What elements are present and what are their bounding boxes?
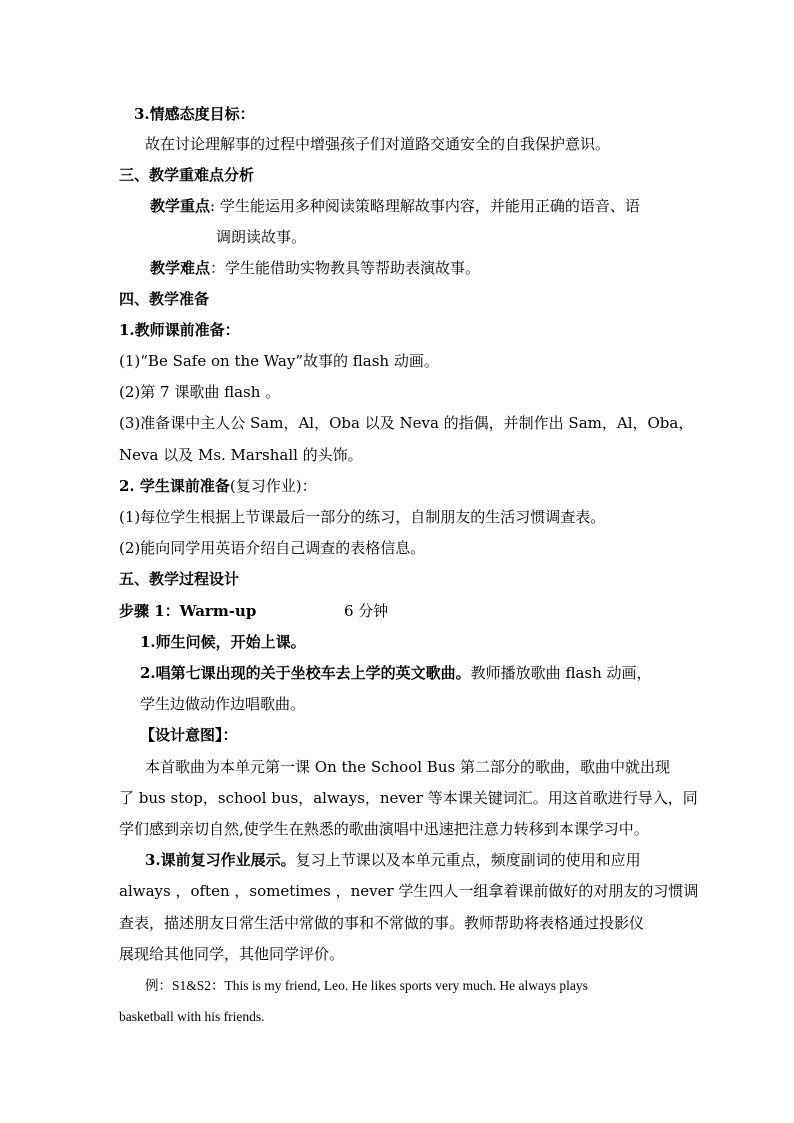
process-item-2	[140, 663, 652, 683]
heading-teaching-process: 五、教学过程设计	[119, 570, 240, 588]
student-prep-item-1: (1)每位学生根据上节课最后一部分的练习，自制朋友的生活习惯调查表。	[119, 508, 606, 526]
student-prep-title-note: (复习作业)：	[229, 477, 317, 495]
student-prep-item-2: (2)能向同学用英语介绍自己调查的表格信息。	[119, 539, 426, 557]
design-intent-line-1: 本首歌曲为本单元第一课 On the School Bus 第二部分的歌曲，歌曲中就出现	[145, 758, 670, 776]
example-line-1: 例：S1&S2：This is my friend, Leo. He likes sports very much. He always plays	[145, 978, 588, 993]
heading-teaching-preparation: 四、教学准备	[119, 290, 210, 308]
process-item-2-text: 教师播放歌曲 flash 动画，	[470, 664, 652, 682]
teacher-prep-item-1: (1)“Be Safe on the Way”故事的 flash 动画。	[119, 352, 439, 370]
design-intent-line-2: 了 bus stop，school bus，always，never 等本课关键词汇。用这首歌进行导入，同	[119, 789, 698, 807]
student-prep-title-label: 2. 学生课前准备	[119, 477, 230, 495]
key-point-text: : 学生能运用多种阅读策略理解故事内容，并能用正确的语音、语	[210, 197, 640, 215]
process-item-3-line-2: always ，often ，sometimes ，never 学生四人一组拿着课前做好的对朋友的习惯调	[119, 882, 699, 900]
design-intent-label: 【设计意图】：	[140, 726, 238, 744]
process-item-1: 1.师生问候，开始上课。	[140, 633, 306, 651]
step-1-time: 6 分钟	[344, 602, 389, 620]
difficult-point-line	[150, 258, 480, 278]
student-prep-title	[119, 476, 317, 496]
heading-key-difficult-points: 三、教学重难点分析	[119, 166, 255, 184]
section-3-emotion-title: 3.情感态度目标：	[134, 105, 255, 123]
difficult-point-label: 教学难点	[150, 259, 211, 277]
key-point-label: 教学重点	[150, 197, 211, 215]
teacher-prep-item-3-cont: Neva 以及 Ms. Marshall 的头饰。	[119, 446, 363, 464]
process-item-3	[145, 850, 641, 870]
key-point-line	[150, 196, 640, 216]
teacher-prep-item-2: (2)第 7 课歌曲 flash 。	[119, 383, 281, 401]
process-item-2-cont: 学生边做动作边唱歌曲。	[140, 695, 306, 713]
step-1-label: 步骤 1：Warm-up	[119, 602, 257, 620]
teacher-prep-title: 1.教师课前准备：	[119, 321, 240, 339]
difficult-point-text: ：学生能借助实物教具等帮助表演故事。	[210, 259, 481, 277]
section-3-emotion-body: 故在讨论理解事的过程中增强孩子们对道路交通安全的自我保护意识。	[145, 135, 611, 153]
example-line-2: basketball with his friends.	[119, 1009, 265, 1024]
process-item-3-text: 复习上节课以及本单元重点，频度副词的使用和应用	[295, 851, 641, 869]
teacher-prep-item-3: (3)准备课中主人公 Sam，Al，Oba 以及 Neva 的指偶，并制作出 Sam，Al，Oba，	[119, 414, 694, 432]
design-intent-line-3: 学们感到亲切自然,使学生在熟悉的歌曲演唱中迅速把注意力转移到本课学习中。	[119, 820, 649, 838]
process-item-3-bold: 3.课前复习作业展示。	[145, 851, 296, 869]
process-item-2-bold: 2.唱第七课出现的关于坐校车去上学的英文歌曲。	[140, 664, 471, 682]
key-point-text-cont: 调朗读故事。	[216, 228, 307, 246]
process-item-3-line-3: 查表，描述朋友日常生活中常做的事和不常做的事。教师帮助将表格通过投影仪	[119, 914, 645, 932]
process-item-3-line-4: 展现给其他同学，其他同学评价。	[119, 945, 345, 963]
